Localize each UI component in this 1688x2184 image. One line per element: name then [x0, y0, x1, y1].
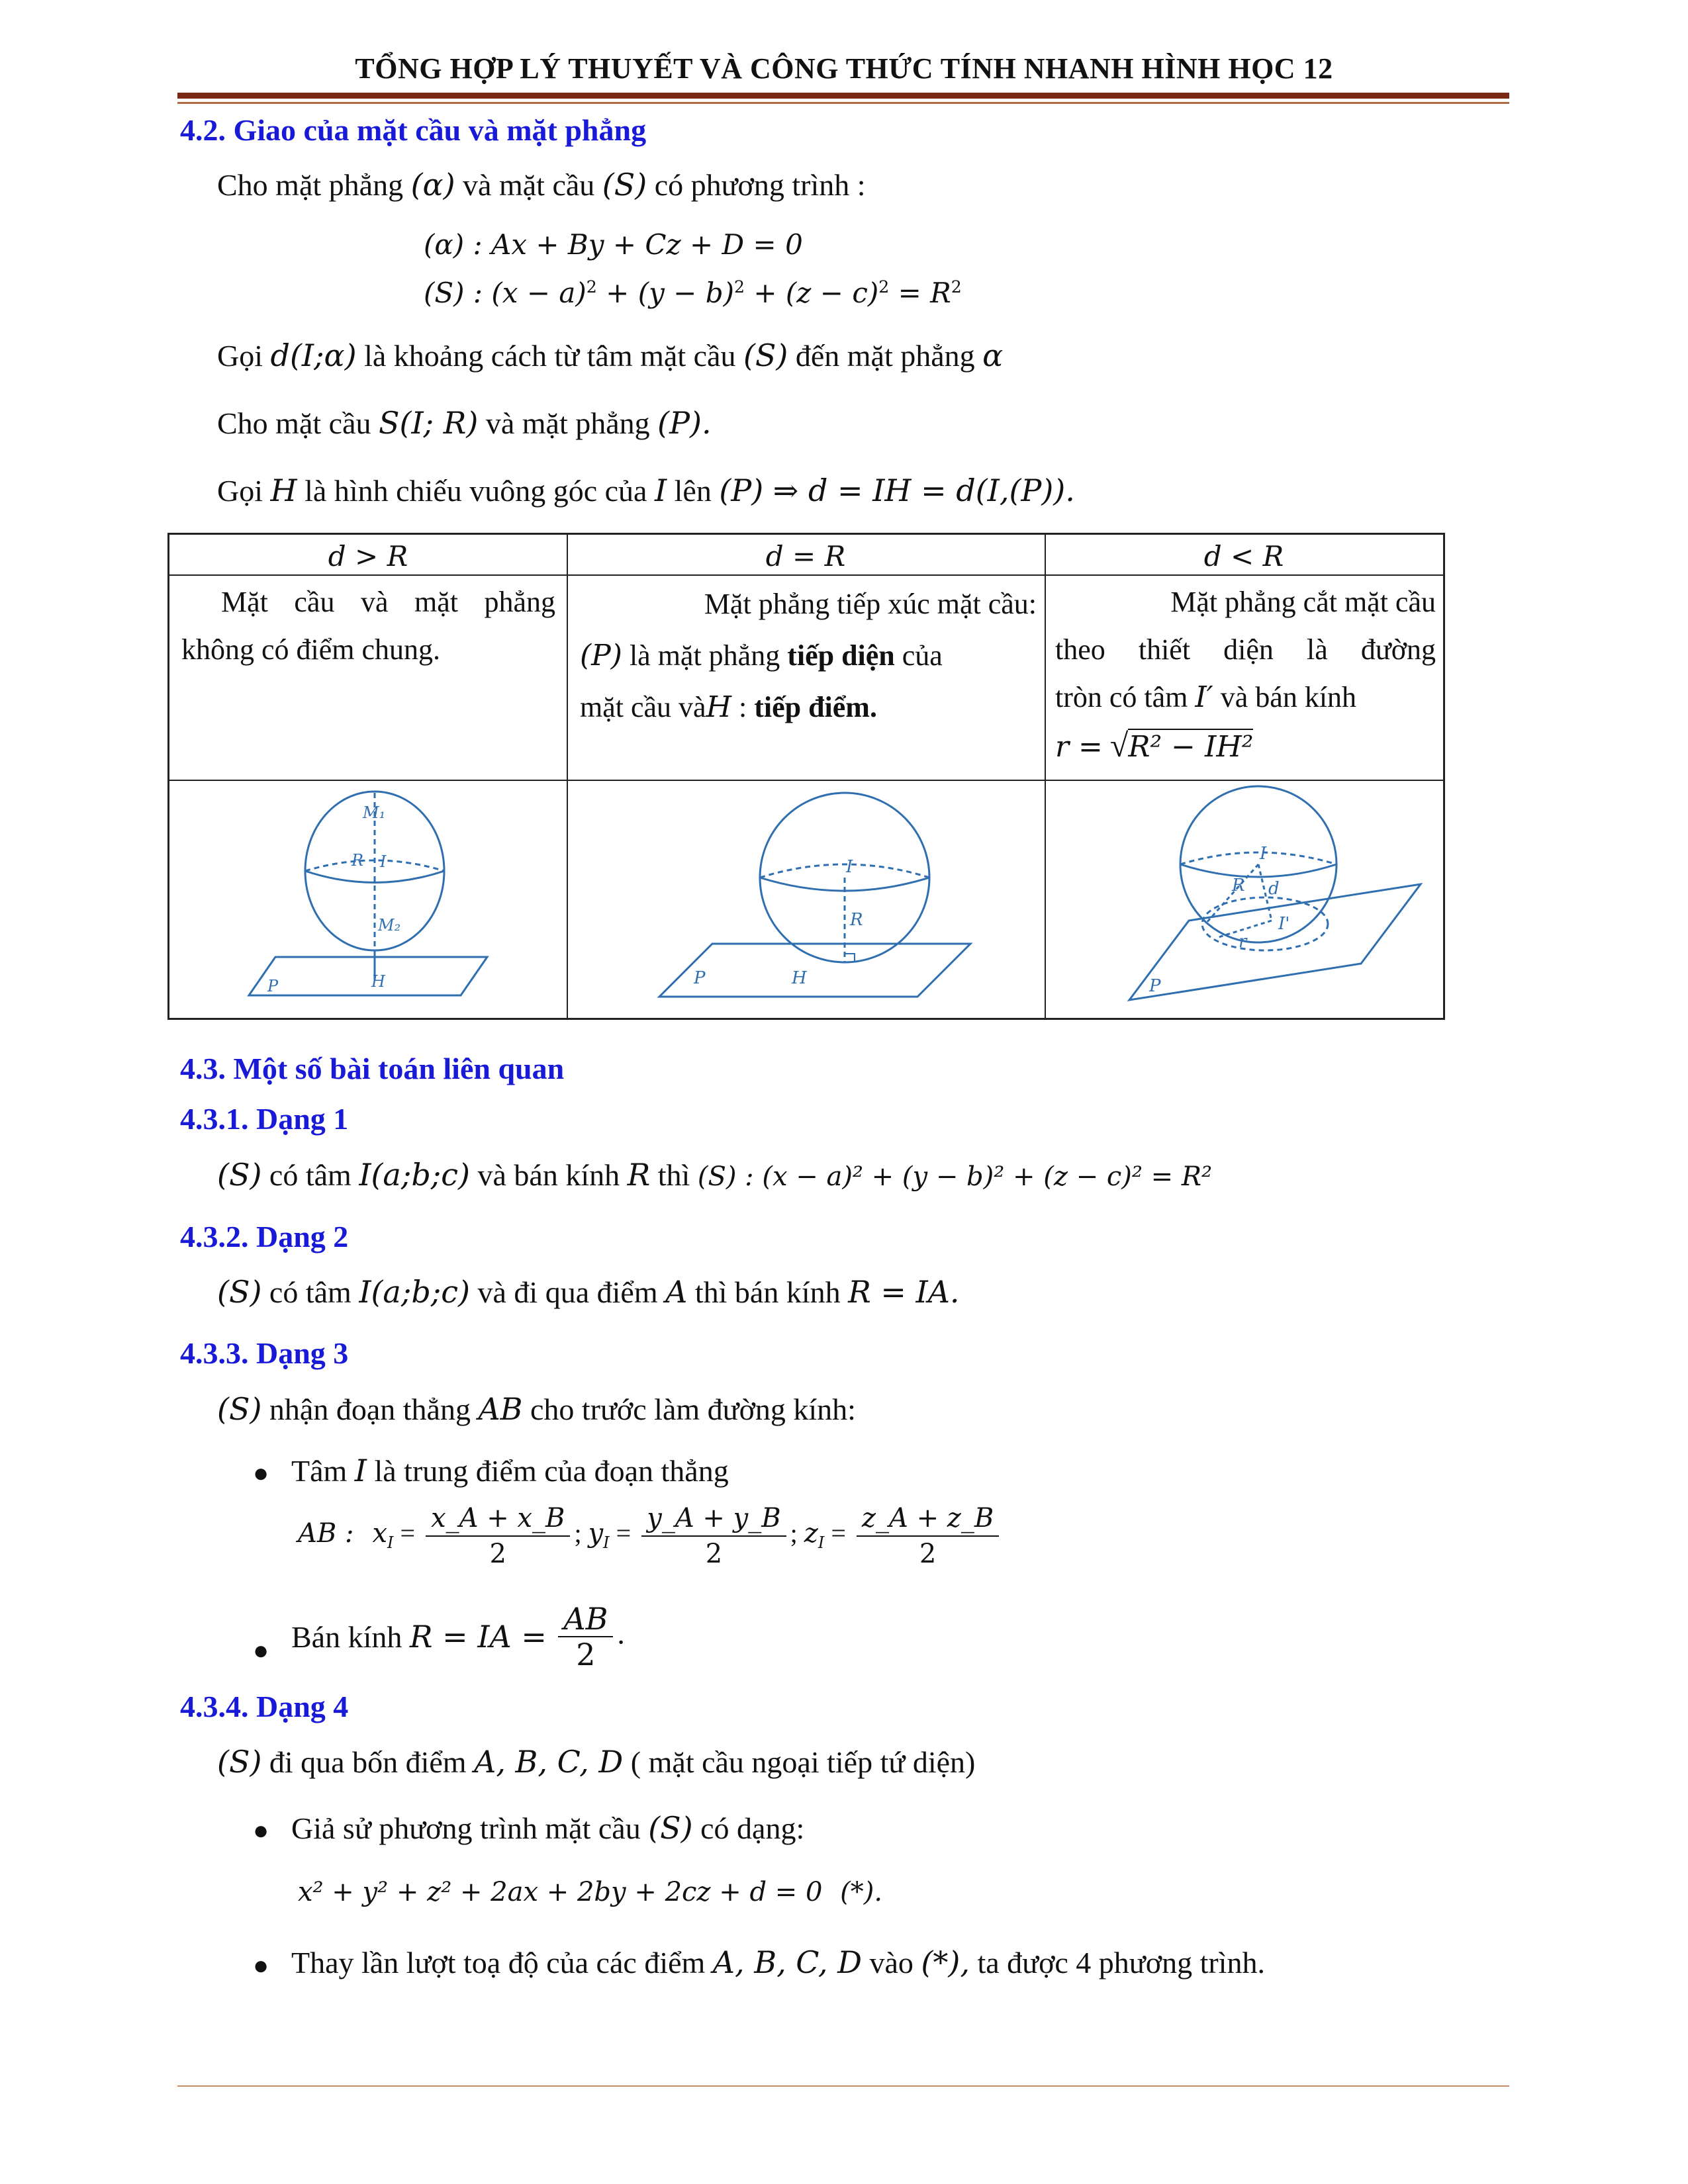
fig3-label-5: P	[1149, 976, 1161, 996]
table-header-divider	[169, 574, 1443, 576]
zI: $z_I$	[804, 1518, 825, 1553]
cho2-P: (P).	[657, 405, 712, 441]
sphere-plane-line	[217, 405, 712, 441]
d1-text-b: và bán kính	[477, 1158, 620, 1192]
d3-b1-text-b: là trung điểm của đoạn thẳng	[374, 1454, 729, 1488]
d1-S: (S)	[217, 1157, 262, 1193]
d2-A: A	[665, 1274, 688, 1310]
eq2-part-a: (S) : (x − a)	[424, 277, 586, 309]
d4-text-a: đi qua bốn điểm	[269, 1745, 467, 1779]
goi1-text-a: Gọi	[217, 339, 263, 373]
tangent-text-c: của	[902, 639, 943, 672]
intro-text-a: Cho mặt phẳng	[217, 168, 404, 202]
goi1-text-b: là khoảng cách từ tâm mặt cầu	[364, 339, 736, 373]
intersect-line-3	[1055, 674, 1436, 721]
bullet-icon: ●	[253, 1458, 269, 1488]
d4-b2-text-b: vào	[869, 1946, 914, 1979]
d1-R: R	[627, 1157, 651, 1193]
frac-AB	[558, 1602, 613, 1672]
dang-1-line	[217, 1157, 1212, 1193]
frac-AB-den: 2	[576, 1637, 596, 1672]
tangent-bold-2: tiếp điểm.	[754, 691, 877, 723]
bullet-icon: ●	[253, 1950, 269, 1980]
page-header-title: TỔNG HỢP LÝ THUYẾT VÀ CÔNG THỨC TÍNH NHANH HÌNH HỌC 12	[355, 52, 1333, 85]
fig2-label-3: H	[792, 968, 807, 988]
intro-alpha: (α)	[410, 167, 455, 203]
table-header-2: d = R	[765, 540, 846, 572]
eq2-part-b: + (y − b)	[596, 277, 734, 309]
dang-2-line	[217, 1274, 960, 1310]
section-heading-4-3: 4.3. Một số bài toán liên quan	[180, 1052, 565, 1085]
fig3-label-0: I	[1260, 844, 1267, 864]
goi1-d: d(I;α)	[270, 338, 357, 373]
section-heading-4-2: 4.2. Giao của mặt cầu và mặt phẳng	[180, 113, 647, 147]
frac-z-num: z_A + z_B	[857, 1501, 999, 1537]
d2-S: (S)	[217, 1274, 262, 1310]
d3-AB-label: AB :	[298, 1518, 354, 1549]
footer-rule	[177, 2085, 1509, 2087]
eq2-sq-4: 2	[951, 277, 962, 296]
goi2-text-c: lên	[674, 474, 712, 508]
frac-AB-num: AB	[558, 1602, 613, 1637]
goi1-text-c: đến mặt phẳng	[795, 339, 975, 373]
tangent-H: H	[706, 690, 731, 724]
tangent-text-d: mặt cầu và	[580, 691, 706, 723]
tangent-line-3	[580, 682, 1037, 733]
d1-text-a: có tâm	[269, 1158, 352, 1192]
header-rule-thick	[177, 93, 1509, 99]
eq2-part-d: = R	[889, 277, 951, 309]
intersect-text-b: và bán kính	[1220, 681, 1357, 713]
d3-b2-text: Bán kính	[291, 1619, 402, 1654]
goi2-I: I	[654, 473, 667, 508]
dang-4-line	[217, 1744, 975, 1780]
d4-b1-text-b: có dạng:	[700, 1811, 805, 1845]
figure-sphere-above-plane	[209, 785, 540, 1017]
d4-S: (S)	[217, 1744, 262, 1780]
intersect-line-4	[1055, 721, 1436, 771]
fig1-label-1: R	[352, 851, 364, 870]
cho2-S: S(I; R)	[379, 405, 479, 441]
dang-3-line	[217, 1391, 856, 1427]
eq2-sq-1: 2	[586, 277, 597, 296]
subheading-dang-2: 4.3.2. Dạng 2	[180, 1220, 349, 1253]
sphere-plane-table	[167, 533, 1445, 1020]
figure-sphere-tangent	[600, 785, 1010, 1017]
d2-center: I(a;b;c)	[359, 1274, 471, 1310]
frac-x	[426, 1501, 570, 1571]
intersect-line-1: Mặt phẳng cắt mặt cầu	[1170, 586, 1436, 618]
d3-b1-I: I	[354, 1453, 367, 1488]
table-header-3: d < R	[1203, 540, 1284, 572]
frac-y	[641, 1501, 786, 1571]
subheading-dang-3: 4.3.3. Dạng 3	[180, 1336, 349, 1370]
frac-x-den: 2	[489, 1539, 506, 1569]
general-sphere-equation	[298, 1877, 882, 1907]
intersect-line-2: theo thiết diện là đường	[1055, 633, 1436, 666]
table-header-1: d > R	[328, 540, 408, 572]
goi2-text-a: Gọi	[217, 474, 263, 508]
bullet-icon: ●	[253, 1815, 269, 1845]
d4-b2-text-a: Thay lần lượt toạ độ của các điểm	[291, 1946, 706, 1979]
cho2-text-a: Cho mặt cầu	[217, 406, 371, 440]
bullet-icon: ●	[253, 1635, 269, 1665]
equation-sphere	[424, 277, 962, 309]
fig2-label-0: I	[846, 857, 853, 877]
d3-AB: AB	[478, 1391, 523, 1427]
d4-b2-text-c: ta được 4 phương trình.	[977, 1946, 1265, 1979]
d4-text-b: ( mặt cầu ngoại tiếp tứ diện)	[630, 1745, 976, 1779]
d2-text-c: thì bán kính	[694, 1275, 841, 1309]
d3-text-b: cho trước làm đường kính:	[530, 1392, 856, 1426]
d1-center: I(a;b;c)	[359, 1157, 471, 1193]
intersect-text-a: tròn có tâm	[1055, 681, 1188, 713]
tangent-line-1	[580, 578, 1037, 630]
distance-definition-line	[217, 338, 1003, 373]
header-rule-thin	[177, 102, 1509, 104]
eq2-part-c: + (z − c)	[745, 277, 879, 309]
d4-star: (*).	[840, 1877, 883, 1907]
tangent-colon: :	[738, 691, 747, 723]
yI: $y_I$	[588, 1518, 610, 1553]
fig1-label-3: M₂	[378, 916, 401, 934]
d3-b1-text-a: Tâm	[291, 1454, 348, 1488]
intro-line	[217, 167, 866, 203]
tangent-text-a: Mặt phẳng tiếp xúc mặt cầu:	[704, 588, 1037, 620]
equation-plane: (α) : Ax + By + Cz + D = 0	[424, 228, 803, 261]
fig1-label-5: H	[371, 972, 385, 991]
d4-b2-points: A, B, C, D	[712, 1944, 862, 1980]
frac-y-den: 2	[705, 1539, 723, 1569]
goi2-equation: (P) ⇒ d = IH = d(I,(P)).	[719, 473, 1075, 508]
d4-b1-S: (S)	[648, 1810, 693, 1846]
projection-line	[217, 473, 1075, 508]
d1-equation: (S) : (x − a)² + (y − b)² + (z − c)² = R²	[697, 1161, 1213, 1192]
intersect-r: r =	[1055, 730, 1103, 764]
intro-S: (S)	[602, 167, 647, 203]
eq2-sq-2: 2	[734, 277, 745, 296]
midpoint-formula: AB : $x_I$ = $\frac{x\_A + x\_B}{2}$ ; $y_I$ = $\frac{y\_A + y\_B}{2}$ ; $z_I$ = $\frac{z\_A + z\_B}{2}$	[298, 1501, 1003, 1571]
figure-sphere-intersect	[1060, 785, 1444, 1017]
d3-b2-eq: R = IA =	[409, 1619, 547, 1655]
fig1-label-0: M₁	[363, 803, 386, 822]
fig2-label-2: P	[694, 968, 706, 988]
subheading-dang-1: 4.3.1. Dạng 1	[180, 1102, 349, 1136]
fig3-label-2: d	[1268, 879, 1280, 899]
yI-letter: y	[588, 1518, 604, 1549]
d3-S: (S)	[217, 1391, 262, 1427]
d1-text-c: thì	[657, 1158, 690, 1192]
zI-letter: z	[804, 1518, 818, 1549]
table-cell-no-common-point: Mặt cầu và mặt phẳng không có điểm chung.	[181, 586, 555, 666]
dang-3-bullet-1	[291, 1453, 729, 1488]
cho2-text-b: và mặt phẳng	[485, 406, 650, 440]
table-cell-intersect	[1055, 578, 1436, 771]
fig3-label-3: I'	[1278, 914, 1290, 934]
eq2-sq-3: 2	[878, 277, 890, 296]
tangent-P: (P)	[580, 639, 622, 672]
fig3-label-4: r	[1239, 932, 1247, 952]
goi2-text-b: là hình chiếu vuông góc của	[305, 474, 647, 508]
sqrt-symbol: √	[1109, 727, 1129, 764]
frac-x-num: x_A + x_B	[426, 1501, 570, 1537]
intro-text-c: có phương trình :	[654, 168, 866, 202]
goi2-H: H	[270, 473, 297, 508]
d4-b1-text-a: Giả sử phương trình mặt cầu	[291, 1811, 641, 1845]
table-cell-tangent	[580, 578, 1037, 733]
d2-text-a: có tâm	[269, 1275, 352, 1309]
table-col-divider-1	[567, 535, 568, 1018]
frac-z	[857, 1501, 999, 1571]
tangent-line-2	[580, 630, 1037, 682]
d2-text-b: và đi qua điểm	[477, 1275, 658, 1309]
intro-text-b: và mặt cầu	[463, 168, 595, 202]
xI-letter: x	[372, 1518, 388, 1549]
d4-b2-star: (*),	[921, 1944, 970, 1980]
fig1-label-2: I	[380, 852, 387, 871]
xI: $x_I$	[372, 1518, 394, 1553]
intersect-I-prime: I′	[1195, 680, 1213, 714]
tangent-bold-1: tiếp diện	[787, 639, 895, 672]
intersect-radicand: R² − IH²	[1128, 730, 1254, 764]
frac-z-den: 2	[919, 1539, 937, 1569]
dang-3-bullet-2: Bán kính R = IA = $\frac{AB}{2}$ .	[291, 1601, 625, 1672]
goi1-S: (S)	[743, 338, 788, 373]
tangent-text-b: là mặt phẳng	[629, 639, 780, 672]
goi1-alpha: α	[982, 338, 1004, 373]
fig2-label-1: R	[850, 910, 863, 930]
subheading-dang-4: 4.3.4. Dạng 4	[180, 1690, 349, 1723]
d3-text-a: nhận đoạn thẳng	[269, 1392, 471, 1426]
d4-equation: x² + y² + z² + 2ax + 2by + 2cz + d = 0	[298, 1877, 823, 1907]
dang-4-bullet-2	[291, 1944, 1265, 1980]
fig3-label-1: R	[1232, 876, 1245, 895]
fig1-label-4: P	[267, 977, 279, 995]
table-col-divider-2	[1045, 535, 1046, 1018]
dang-4-bullet-1	[291, 1810, 804, 1846]
d2-equation: R = IA.	[848, 1274, 960, 1310]
table-row-divider	[169, 780, 1443, 781]
d4-points: A, B, C, D	[474, 1744, 624, 1780]
frac-y-num: y_A + y_B	[641, 1501, 786, 1537]
